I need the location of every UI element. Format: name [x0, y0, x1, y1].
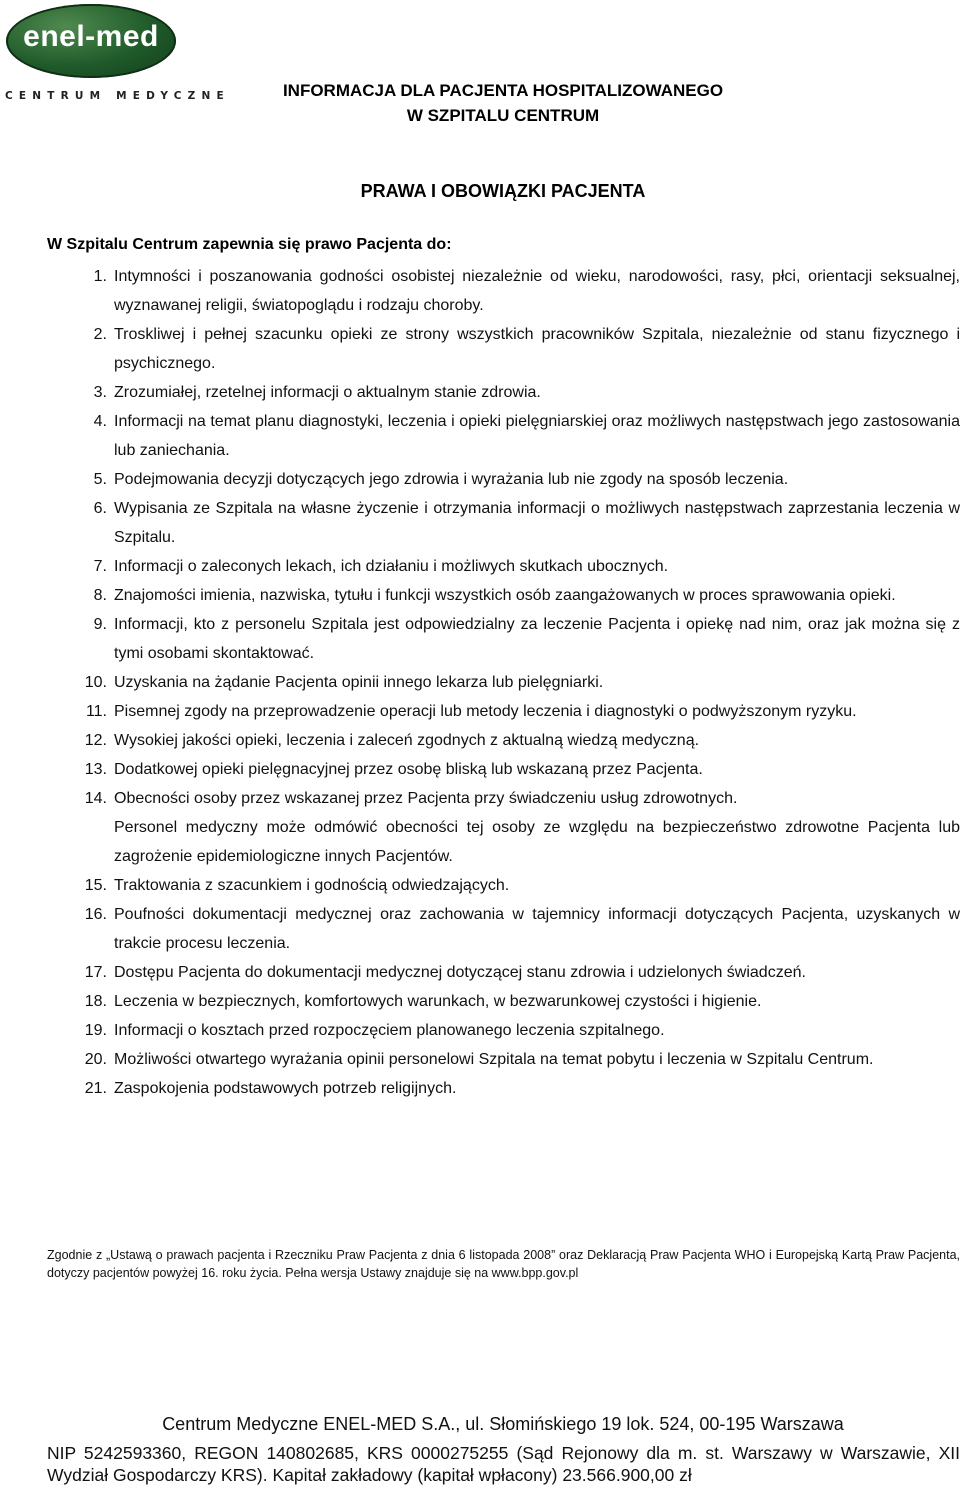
list-item-text: Dostępu Pacjenta do dokumentacji medycznej dotyczącej stanu zdrowia i udzielonych świadczeń. — [114, 964, 806, 981]
header-title-line1: INFORMACJA DLA PACJENTA HOSPITALIZOWANEGO — [282, 81, 724, 100]
list-item — [47, 987, 960, 1016]
list-item — [47, 465, 960, 494]
list-item-number: 5. — [93, 471, 107, 488]
list-item — [47, 552, 960, 581]
list-item — [47, 726, 960, 755]
list-item-text: Uzyskania na żądanie Pacjenta opinii innego lekarza lub pielęgniarki. — [114, 674, 604, 691]
list-item — [47, 262, 960, 320]
list-item-number: 14. — [84, 790, 107, 807]
list-item — [47, 668, 960, 697]
list-item-text: Obecności osoby przez wskazanej przez Pacjenta przy świadczeniu usług zdrowotnych. — [114, 790, 738, 807]
list-item-number: 6. — [93, 500, 107, 517]
company-registration: NIP 5242593360, REGON 140802685, KRS 0000275255 (Sąd Rejonowy dla m. st. Warszawy w Warszawie, XII Wydział Gospodarczy KRS). Kapitał zakładowy (kapitał wpłacony) 23.566.900,00 zł — [47, 1443, 960, 1485]
list-item-text: Intymności i poszanowania godności osobistej niezależnie od wieku, narodowości, rasy, płci, orientacji seksualnej, wyznawanej religii, światopoglądu i rodzaju choroby. — [114, 268, 960, 314]
list-item-number: 8. — [93, 587, 107, 604]
section-title: PRAWA I OBOWIĄZKI PACJENTA — [360, 181, 646, 201]
list-item — [47, 494, 960, 552]
list-item-number: 9. — [93, 616, 107, 633]
list-item-text: Wysokiej jakości opieki, leczenia i zaleceń zgodnych z aktualną wiedzą medyczną. — [114, 732, 700, 749]
list-item-text: Możliwości otwartego wyrażania opinii personelowi Szpitala na temat pobytu i leczenia w Szpitalu Centrum. — [114, 1051, 874, 1068]
list-item-number: 19. — [84, 1022, 107, 1039]
list-item — [47, 610, 960, 668]
list-item-number: 15. — [84, 877, 107, 894]
list-item-text: Zrozumiałej, rzetelnej informacji o aktualnym stanie zdrowia. — [114, 384, 541, 401]
list-item-number: 2. — [93, 326, 107, 343]
list-item-number: 1. — [93, 268, 107, 285]
list-item-number: 17. — [84, 964, 107, 981]
list-item-number: 12. — [84, 732, 107, 749]
list-item — [47, 784, 960, 871]
list-item-text: Zaspokojenia podstawowych potrzeb religijnych. — [114, 1080, 457, 1097]
list-item-number: 18. — [84, 993, 107, 1010]
intro-text: W Szpitalu Centrum zapewnia się prawo Pacjenta do: — [47, 236, 452, 253]
list-item — [47, 871, 960, 900]
list-item — [47, 1045, 960, 1074]
list-item — [47, 697, 960, 726]
list-item — [47, 320, 960, 378]
list-item-text: Wypisania ze Szpitala na własne życzenie i otrzymania informacji o możliwych następstwach zaprzestania leczenia w Szpitalu. — [114, 500, 960, 546]
list-item — [47, 958, 960, 987]
list-item-number: 10. — [84, 674, 107, 691]
list-item — [47, 378, 960, 407]
list-item-text: Leczenia w bezpiecznych, komfortowych warunkach, w bezwarunkowej czystości i higienie. — [114, 993, 762, 1010]
logo-subtitle: CENTRUM MEDYCZNE — [5, 90, 230, 102]
list-item-number: 20. — [84, 1051, 107, 1068]
list-item-number: 4. — [93, 413, 107, 430]
list-item-number: 21. — [84, 1080, 107, 1097]
list-item-text: Troskliwej i pełnej szacunku opieki ze strony wszystkich pracowników Szpitala, niezależnie od stanu fizycznego i psychicznego. — [114, 326, 960, 372]
list-item-number: 11. — [85, 703, 107, 720]
logo-brand: enel-med — [23, 20, 159, 53]
company-address: Centrum Medyczne ENEL-MED S.A., ul. Słomińskiego 19 lok. 524, 00-195 Warszawa — [162, 1414, 844, 1434]
list-item — [47, 1074, 960, 1103]
list-item-text: Informacji na temat planu diagnostyki, leczenia i opieki pielęgniarskiej oraz możliwych następstwach jego zastosowania lub zaniechania. — [114, 413, 960, 459]
list-item-number: 3. — [93, 384, 107, 401]
list-item-text: Znajomości imienia, nazwiska, tytułu i funkcji wszystkich osób zaangażowanych w proces sprawowania opieki. — [114, 587, 896, 604]
list-item-text: Informacji o zaleconych lekach, ich działaniu i możliwych skutkach ubocznych. — [114, 558, 669, 575]
enel-med-logo — [4, 4, 236, 104]
list-item-text: Poufności dokumentacji medycznej oraz zachowania w tajemnicy informacji dotyczących Pacjenta, uzyskanych w trakcie procesu leczenia. — [114, 906, 960, 952]
list-item-text: Dodatkowej opieki pielęgnacyjnej przez osobę bliską lub wskazaną przez Pacjenta. — [114, 761, 703, 778]
list-item-text: Informacji, kto z personelu Szpitala jest odpowiedzialny za leczenie Pacjenta i opiekę nad nim, oraz jak można się z tymi osobami skontaktować. — [114, 616, 960, 662]
list-item-text: Pisemnej zgody na przeprowadzenie operacji lub metody leczenia i diagnostyki o podwyższonym ryzyku. — [114, 703, 857, 720]
list-item-number: 13. — [84, 761, 107, 778]
header-title-line2: W SZPITALU CENTRUM — [406, 106, 600, 125]
document-header — [230, 78, 776, 128]
list-item-note: Personel medyczny może odmówić obecności tej osoby ze względu na bezpieczeństwo zdrowotne Pacjenta lub zagrożenie epidemiologiczne innych Pacjentów. — [114, 819, 960, 865]
list-item — [47, 407, 960, 465]
list-item-number: 16. — [84, 906, 107, 923]
list-item — [47, 755, 960, 784]
list-item — [47, 1016, 960, 1045]
list-item — [47, 900, 960, 958]
footnote: Zgodnie z „Ustawą o prawach pacjenta i Rzeczniku Praw Pacjenta z dnia 6 listopada 2008” oraz Deklaracją Praw Pacjenta WHO i Europejską Kartą Praw Pacjenta, dotyczy pacjentów powyżej 16. roku życia. Pełna wersja Ustawy znajduje się na www.bpp.gov.pl — [47, 1248, 960, 1280]
list-item-text: Informacji o kosztach przed rozpoczęciem planowanego leczenia szpitalnego. — [114, 1022, 665, 1039]
list-item-text: Traktowania z szacunkiem i godnością odwiedzających. — [114, 877, 510, 894]
list-item — [47, 581, 960, 610]
rights-list — [47, 262, 960, 1103]
list-item-number: 7. — [93, 558, 107, 575]
list-item-text: Podejmowania decyzji dotyczących jego zdrowia i wyrażania lub nie zgody na sposób leczenia. — [114, 471, 789, 488]
